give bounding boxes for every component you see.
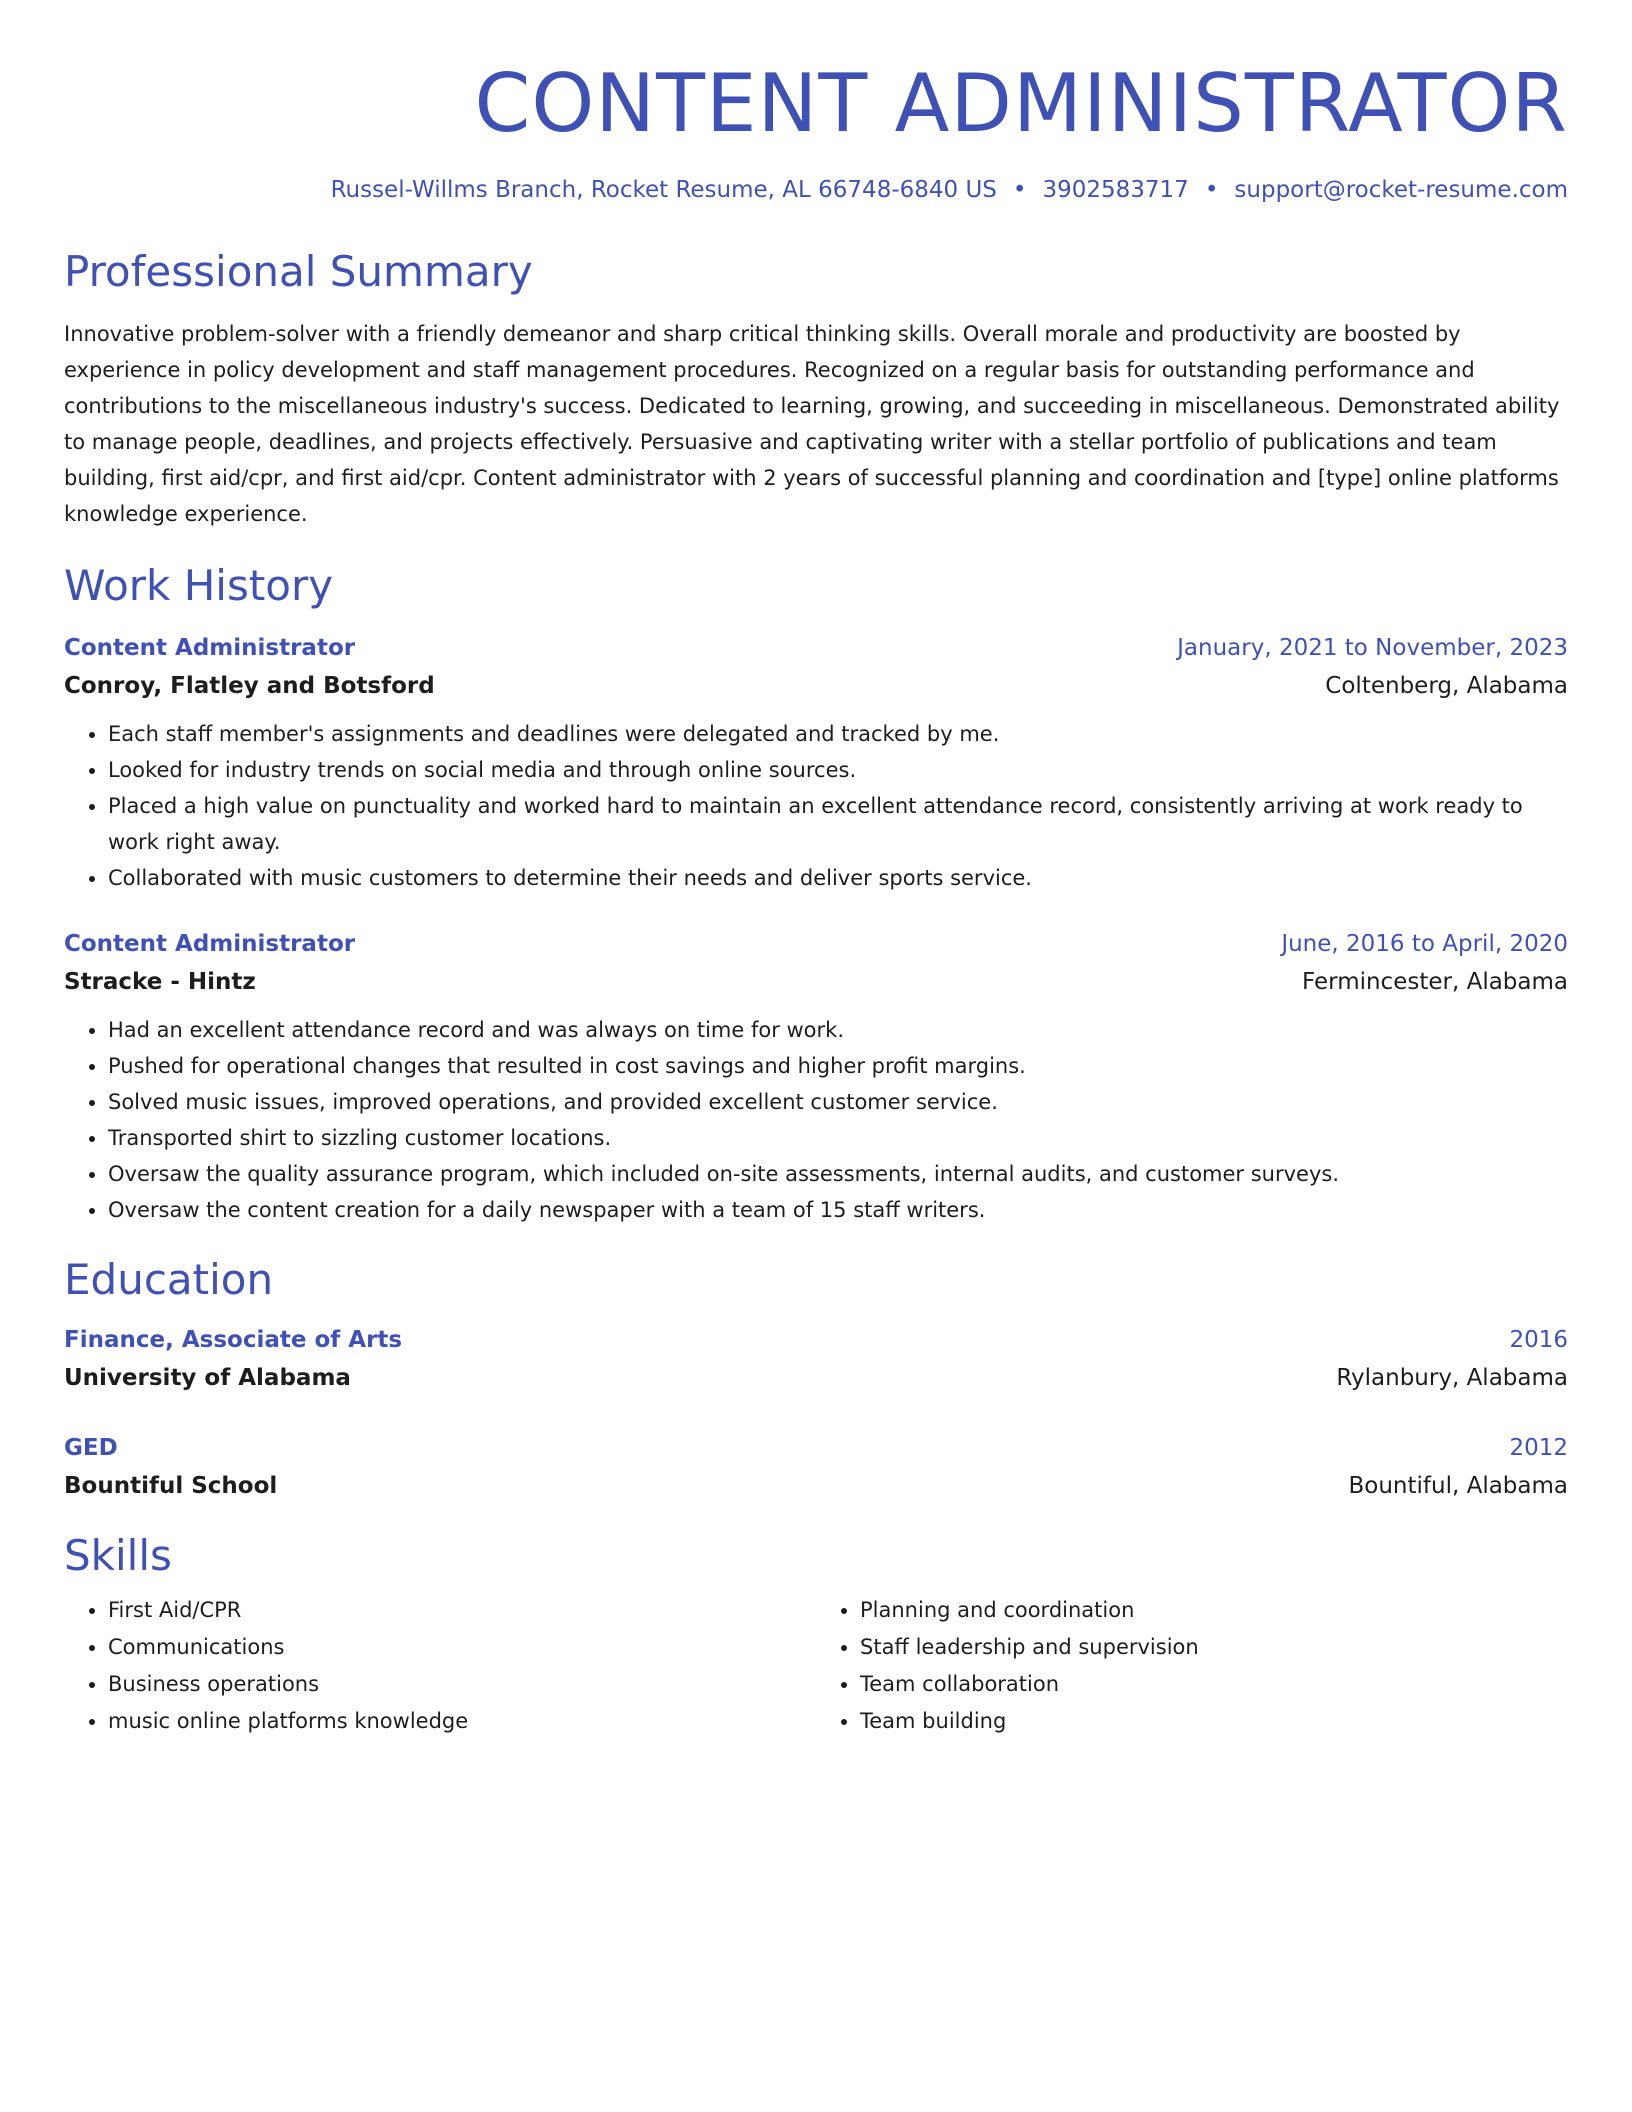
- education-heading: Education: [64, 1255, 274, 1304]
- education-year: 2016: [1509, 1327, 1568, 1353]
- skill-item: • Business operations: [108, 1666, 816, 1703]
- job-entry: [64, 630, 1568, 896]
- job-title: Content Administrator: [64, 635, 356, 661]
- job-bullets: [64, 1012, 1568, 1228]
- job-location: Fermincester, Alabama: [1302, 969, 1568, 995]
- education-location: Bountiful, Alabama: [1348, 1473, 1568, 1499]
- skill-item: • Team collaboration: [860, 1666, 1568, 1703]
- education-location: Rylanbury, Alabama: [1336, 1365, 1568, 1391]
- skill-item: • music online platforms knowledge: [108, 1703, 816, 1740]
- contact-address: Russel-Willms Branch, Rocket Resume, AL 66748-6840 US: [330, 177, 997, 203]
- job-bullets: [64, 716, 1568, 896]
- job-dates: January, 2021 to November, 2023: [1177, 635, 1568, 661]
- skills-list-left: [64, 1592, 816, 1740]
- contact-separator: •: [1204, 177, 1219, 203]
- skills-list-right: [816, 1592, 1568, 1740]
- job-entry: [64, 926, 1568, 1228]
- resume-title: CONTENT ADMINISTRATOR: [474, 57, 1568, 150]
- education-entry: [64, 1322, 1568, 1398]
- job-bullet: • Looked for industry trends on social media and through online sources.: [108, 752, 1568, 788]
- job-bullet: • Solved music issues, improved operations, and provided excellent customer service.: [108, 1084, 1568, 1120]
- job-bullet: • Collaborated with music customers to determine their needs and deliver sports service.: [108, 860, 1568, 896]
- job-bullet: • Transported shirt to sizzling customer locations.: [108, 1120, 1568, 1156]
- job-location: Coltenberg, Alabama: [1325, 673, 1568, 699]
- summary-heading: Professional Summary: [64, 247, 533, 296]
- skill-item: • Team building: [860, 1703, 1568, 1740]
- education-degree: Finance, Associate of Arts: [64, 1327, 403, 1353]
- education-section: [64, 1254, 1568, 1506]
- job-bullet: • Placed a high value on punctuality and worked hard to maintain an excellent attendance record, consistently arriving at work ready to work right away.: [108, 788, 1568, 860]
- skill-item: • Communications: [108, 1629, 816, 1666]
- skills-heading: Skills: [64, 1531, 172, 1580]
- summary-section: [64, 246, 1568, 532]
- job-dates: June, 2016 to April, 2020: [1281, 931, 1568, 957]
- education-school: Bountiful School: [64, 1473, 278, 1499]
- job-title: Content Administrator: [64, 931, 356, 957]
- job-employer: Stracke - Hintz: [64, 969, 256, 995]
- contact-email: support@rocket-resume.com: [1234, 177, 1568, 203]
- skill-item: • Planning and coordination: [860, 1592, 1568, 1629]
- job-employer: Conroy, Flatley and Botsford: [64, 673, 435, 699]
- education-year: 2012: [1509, 1435, 1568, 1461]
- job-bullet: • Pushed for operational changes that resulted in cost savings and higher profit margins.: [108, 1048, 1568, 1084]
- summary-text: Innovative problem-solver with a friendly demeanor and sharp critical thinking skills. Overall morale and productivity are boosted by experience in policy development and staff management procedures. Recognized on a regular basis for outstanding performance and contributions to the miscellaneous industry's success. Dedicated to learning, growing, and succeeding in miscellaneous. Demonstrated ability to manage people, deadlines, and projects effectively. Persuasive and captivating writer with a stellar portfolio of publications and team building, first aid/cpr, and first aid/cpr. Content administrator with 2 years of successful planning and coordination and [type] online platforms knowledge experience.: [64, 322, 1560, 526]
- education-entry: [64, 1430, 1568, 1506]
- job-bullet: • Oversaw the content creation for a daily newspaper with a team of 15 staff writers.: [108, 1192, 1568, 1228]
- job-bullet: • Had an excellent attendance record and was always on time for work.: [108, 1012, 1568, 1048]
- contact-separator: •: [1012, 177, 1027, 203]
- work-heading: Work History: [64, 561, 334, 610]
- education-school: University of Alabama: [64, 1365, 351, 1391]
- contact-phone: 3902583717: [1042, 177, 1189, 203]
- skills-section: [64, 1530, 1568, 1740]
- skills-columns: [64, 1592, 1568, 1740]
- work-section: [64, 560, 1568, 1228]
- education-degree: GED: [64, 1435, 118, 1461]
- skill-item: • Staff leadership and supervision: [860, 1629, 1568, 1666]
- skill-item: • First Aid/CPR: [108, 1592, 816, 1629]
- job-bullet: • Each staff member's assignments and deadlines were delegated and tracked by me.: [108, 716, 1568, 752]
- job-bullet: • Oversaw the quality assurance program, which included on-site assessments, internal audits, and customer surveys.: [108, 1156, 1568, 1192]
- contact-line: [64, 174, 1568, 206]
